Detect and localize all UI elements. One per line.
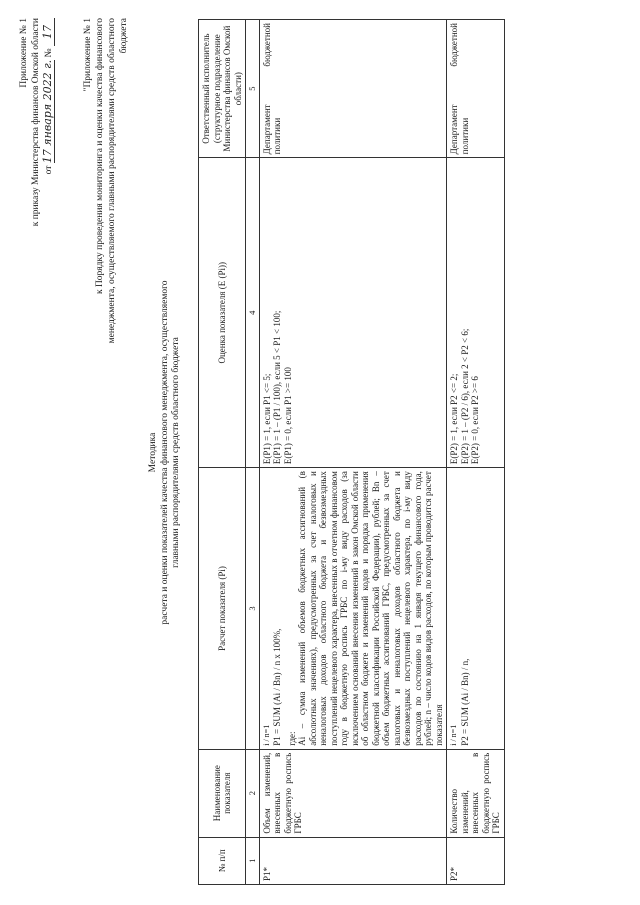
title-line-3: главными распорядителями средств областного бюджета [171, 337, 181, 568]
row-executor: Департамент бюджетной политики [447, 20, 505, 158]
methodology-title [148, 40, 183, 865]
row-executor: Департамент бюджетной политики [259, 20, 447, 158]
appendix-label: Приложение № 1 [19, 18, 29, 88]
procedure-appendix: "Приложение № 1 [83, 18, 93, 92]
sum-limits: i / n=1 [261, 724, 271, 746]
sum-limits: i / n=1 [449, 724, 458, 746]
title-line-2: расчета и оценки показателей качества финансового менеджмента, осуществляемого [159, 280, 170, 625]
header-eval: Оценка показателя (E (Pi)) [199, 158, 246, 468]
formula-description: Ai – сумма изменений объемов бюджетных ассигнований (в абсолютных значениях), предусмотренных за счет налоговых и неналоговых доходов областного бюджета и безвозмездных поступлений нецелевого характера, внесенных в отчетном финансовом году в бюджетную роспись ГРБС по i-му виду расходов (за исключением оснований внесения изменений в закон Омской области об областном бюджете и изменений кодов и порядка применения бюджетной классификации Российской Федерации), рублей; Bn – объем бюджетных ассигнований ГРБС, предусмотренных за счет налоговых и неналоговых доходов областного бюджета и безвозмездных поступлений нецелевого характера, по i-му виду расходов по состоянию на 1 января текущего финансового года, рублей; n – число кодов видов расходов, по которым проводится расчет показателя [297, 471, 444, 746]
row-eval [447, 158, 505, 468]
column-number-row [246, 20, 260, 885]
formula: P2 = SUM (Ai / Bn) / n, [459, 658, 470, 746]
header-num: № п/п [199, 837, 246, 884]
row-name: Объем изменений, внесенных в бюджетную роспись ГРБС [259, 749, 447, 837]
date-prefix: от [44, 165, 54, 175]
procedure-text: к Порядку проведения мониторинга и оценки качества финансового менеджмента, осуществляемого главными распорядителями средств областного бюджета [95, 18, 129, 344]
row-calc [259, 468, 447, 750]
row-num: P2* [447, 837, 505, 884]
col-number: 2 [246, 749, 260, 837]
row-eval [259, 158, 447, 468]
header-calc: Расчет показателя (Pi) [199, 468, 246, 750]
indicators-table [198, 19, 505, 885]
table-row [259, 20, 447, 885]
number-prefix: № [44, 48, 54, 58]
row-calc [447, 468, 505, 750]
header-name: Наименование показателя [199, 749, 246, 837]
eval-line: E(P1) = 0, если P1 >= 100 [282, 367, 293, 465]
order-reference: к приказу Министерства финансов Омской области [31, 18, 41, 227]
row-num: P1* [259, 837, 447, 884]
col-number: 4 [246, 158, 260, 468]
title-line-1: Методика [148, 432, 158, 473]
table-row [447, 20, 505, 885]
order-date-line [42, 18, 55, 174]
row-name: Количество изменений, внесенных в бюджетную роспись ГРБС [447, 749, 505, 837]
eval-line: E(P2) = 1 – (P2 / 6), если 2 < P2 < 6; [459, 328, 470, 465]
col-number: 1 [246, 837, 260, 884]
eval-line: E(P2) = 0, если P2 >= 6 [470, 376, 480, 465]
eval-line: E(P1) = 1 – (P1 / 100), если 5 < P1 < 100; [272, 310, 282, 465]
eval-line: E(P1) = 1, если P1 <= 5; [261, 373, 272, 465]
table-header-row [199, 20, 246, 885]
procedure-reference [82, 18, 130, 348]
handwritten-date: 17 января 2022 г. [41, 59, 54, 164]
eval-line: E(P2) = 1, если P2 <= 2; [449, 373, 459, 465]
where-label: где: [286, 731, 297, 746]
handwritten-number: 17 [42, 18, 55, 46]
header-executor: Ответственный исполнитель (структурное подразделение Министерства финансов Омской области) [199, 20, 246, 158]
col-number: 5 [246, 20, 260, 158]
formula: P1 = SUM (Ai / Bn) / n x 100%, [272, 628, 282, 746]
col-number: 3 [246, 468, 260, 750]
